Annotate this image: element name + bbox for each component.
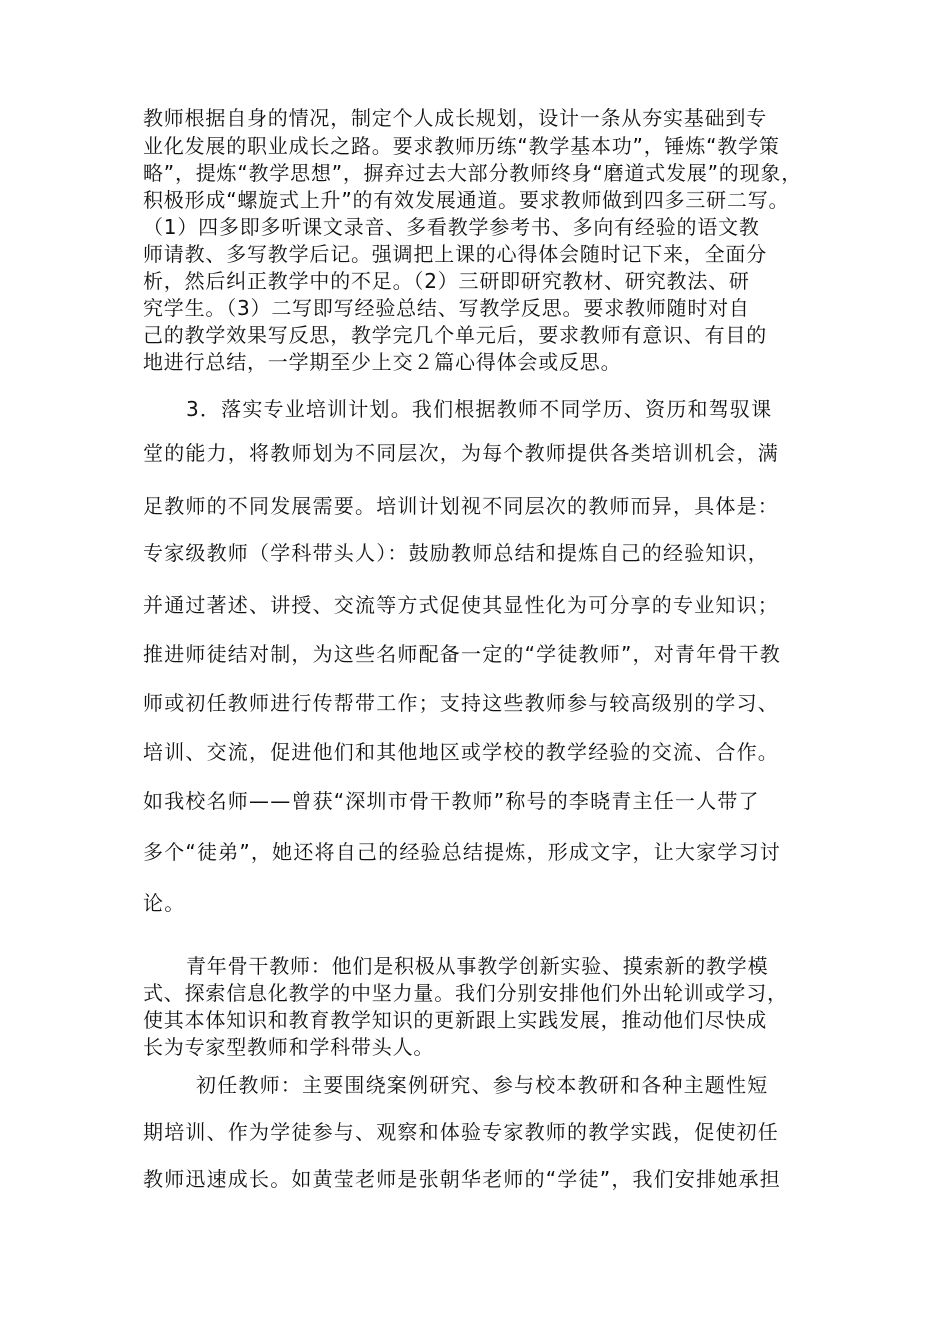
paragraph-line: 教师根据自身的情况，制定个人成长规划，设计一条从夯实基础到专 (143, 106, 767, 130)
paragraph-line: 积极形成“螺旋式上升”的有效发展通道。要求教师做到四多三研二写。 (143, 188, 790, 212)
paragraph-line: 专家级教师（学科带头人）：鼓励教师总结和提炼自己的经验知识， (143, 541, 769, 565)
paragraph-line: 期培训、作为学徒参与、观察和体验专家教师的教学实践，促使初任 (143, 1120, 779, 1144)
paragraph-line: （1）四多即多听课文录音、多看教学参考书、多向有经验的语文教 (143, 215, 760, 239)
paragraph-line: 地进行总结，一学期至少上交２篇心得体会或反思。 (143, 350, 622, 374)
paragraph-line: 略”，提炼“教学思想”，摒弃过去大部分教师终身“磨道式发展”的现象， (143, 161, 803, 185)
paragraph-line: 师请教、多写教学后记。强调把上课的心得体会随时记下来，全面分 (143, 242, 767, 266)
paragraph-line: 并通过著述、讲授、交流等方式促使其显性化为可分享的专业知识； (143, 593, 779, 617)
paragraph-line: 多个“徒弟”，她还将自己的经验总结提炼，形成文字，让大家学习讨 (143, 840, 781, 864)
paragraph-line: 己的教学效果写反思，教学完几个单元后，要求教师有意识、有目的 (143, 323, 767, 347)
paragraph-line: 初任教师：主要围绕案例研究、参与校本教研和各种主题性短 (196, 1073, 769, 1097)
paragraph-line: 培训、交流，促进他们和其他地区或学校的教学经验的交流、合作。 (143, 740, 779, 764)
paragraph-line: 式、探索信息化教学的中坚力量。我们分别安排他们外出轮训或学习， (143, 981, 788, 1005)
paragraph-line: 论。 (143, 891, 186, 915)
paragraph-line: 业化发展的职业成长之路。要求教师历练“教学基本功”，锤炼“教学策 (143, 134, 780, 158)
paragraph-line: 足教师的不同发展需要。培训计划视不同层次的教师而异，具体是： (143, 494, 779, 518)
paragraph-line: 析，然后纠正教学中的不足。（2）三研即研究教材、研究教法、研 (143, 269, 750, 293)
paragraph-line: 教师迅速成长。如黄莹老师是张朝华老师的“学徒”，我们安排她承担 (143, 1167, 781, 1191)
paragraph-line: 青年骨干教师：他们是积极从事教学创新实验、摸索新的教学模 (186, 954, 769, 978)
paragraph-line: 长为专家型教师和学科带头人。 (143, 1035, 435, 1059)
paragraph-line: 使其本体知识和教育教学知识的更新跟上实践发展，推动他们尽快成 (143, 1008, 767, 1032)
paragraph-line: 究学生。（3）二写即写经验总结、写教学反思。要求教师随时对自 (143, 296, 750, 320)
paragraph-line: 师或初任教师进行传帮带工作；支持这些教师参与较高级别的学习、 (143, 691, 779, 715)
paragraph-line: 推进师徒结对制，为这些名师配备一定的“学徒教师”，对青年骨干教 (143, 642, 781, 666)
paragraph-line: 如我校名师——曾获“深圳市骨干教师”称号的李晓青主任一人带了 (143, 789, 760, 813)
paragraph-line: 3．落实专业培训计划。我们根据教师不同学历、资历和驾驭课 (186, 397, 773, 421)
paragraph-line: 堂的能力，将教师划为不同层次，为每个教师提供各类培训机会，满 (143, 441, 779, 465)
